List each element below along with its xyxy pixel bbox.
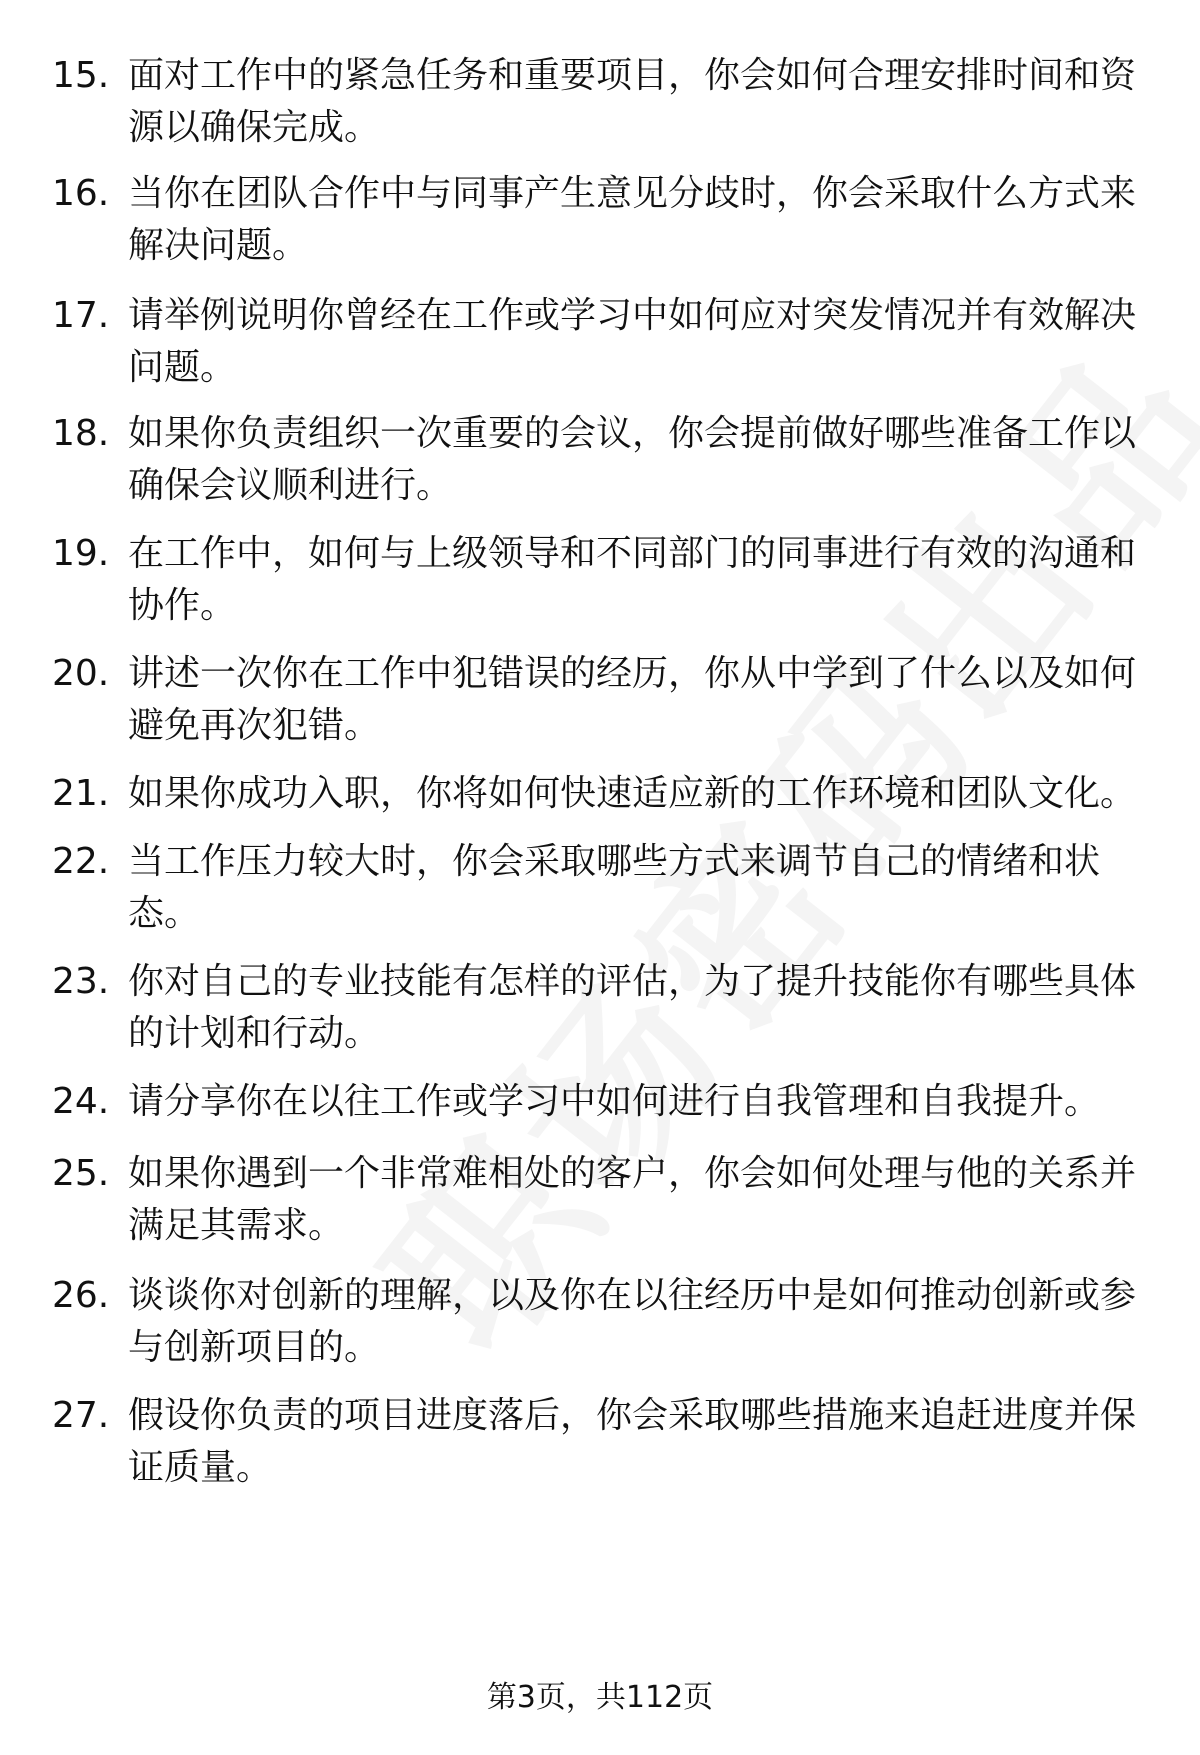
question-text: 当你在团队合作中与同事产生意见分歧时，你会采取什么方式来解决问题。 (128, 173, 1137, 266)
question-number: 21. (52, 773, 110, 814)
question-text: 讲述一次你在工作中犯错误的经历，你从中学到了什么以及如何避免再次犯错。 (128, 653, 1137, 746)
question-number: 22. (52, 841, 110, 882)
question-text: 你对自己的专业技能有怎样的评估，为了提升技能你有哪些具体的计划和行动。 (128, 961, 1137, 1054)
question-text: 如果你成功入职，你将如何快速适应新的工作环境和团队文化。 (128, 773, 1137, 814)
question-text: 如果你负责组织一次重要的会议，你会提前做好哪些准备工作以确保会议顺利进行。 (128, 413, 1137, 506)
page-footer: 第3页，共112页 (486, 1680, 714, 1715)
question-number: 18. (52, 413, 110, 454)
question-number: 15. (52, 55, 110, 96)
question-number: 16. (52, 173, 110, 214)
question-number: 24. (52, 1081, 110, 1122)
question-number: 27. (52, 1395, 110, 1436)
question-number: 19. (52, 533, 110, 574)
question-text: 假设你负责的项目进度落后，你会采取哪些措施来追赶进度并保证质量。 (128, 1395, 1137, 1488)
question-text: 请举例说明你曾经在工作或学习中如何应对突发情况并有效解决问题。 (128, 295, 1137, 388)
question-text: 请分享你在以往工作或学习中如何进行自我管理和自我提升。 (128, 1081, 1101, 1122)
question-number: 26. (52, 1275, 110, 1316)
question-text: 当工作压力较大时，你会采取哪些方式来调节自己的情绪和状态。 (128, 841, 1101, 934)
question-number: 17. (52, 295, 110, 336)
question-text: 谈谈你对创新的理解，以及你在以往经历中是如何推动创新或参与创新项目的。 (128, 1275, 1137, 1368)
question-text: 如果你遇到一个非常难相处的客户，你会如何处理与他的关系并满足其需求。 (128, 1153, 1137, 1246)
question-number: 23. (52, 961, 110, 1002)
question-number: 20. (52, 653, 110, 694)
question-text: 面对工作中的紧急任务和重要项目，你会如何合理安排时间和资源以确保完成。 (128, 55, 1137, 148)
question-number: 25. (52, 1153, 110, 1194)
question-text: 在工作中，如何与上级领导和不同部门的同事进行有效的沟通和协作。 (128, 533, 1137, 626)
